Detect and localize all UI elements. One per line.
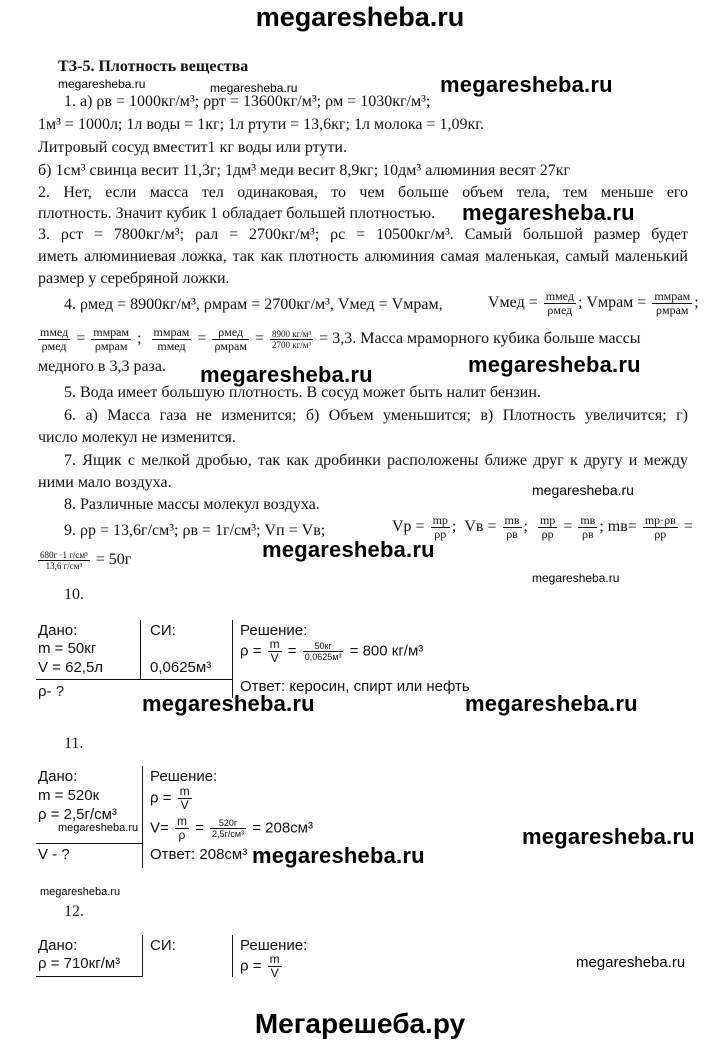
table-divider (36, 843, 142, 844)
watermark: megaresheba.ru (532, 571, 620, 585)
fraction (538, 514, 557, 541)
p9-vp-label: Vр = (392, 518, 425, 536)
watermark: megaresheba.ru (462, 200, 635, 225)
formula-lhs: ρ = (150, 789, 172, 807)
p5-line: 5. Вода имеет большую плотность. В сосуд может быть налит бензин. (64, 384, 541, 401)
p4-line-a: 4. ρмед = 8900кг/м³, ρмрам = 2700кг/м³, Vмед = Vмрам, (64, 296, 443, 313)
p4-vmed-formula: Vмед = $\frac{\text{mмед}}{\text{ρмед}}$ ; Vмрам = $\frac{\text{mмрам}}{\text{ρмрам}}$ ; (488, 289, 699, 317)
p10-result: = 800 кг/м³ (349, 642, 424, 660)
fraction (212, 326, 249, 353)
p10-solution-formula: ρ = $\frac{m}{V}$ = $\frac{50кг}{\text{0,0625м³}}$ = 800 кг/м³ (240, 637, 424, 665)
p4-vmram-label: Vмрам = (586, 294, 647, 312)
p4-ratio-formula: $\frac{\text{mмед}}{\text{ρмед}}$ = $\frac{\text{mмрам}}{\text{ρмрам}}$ ; $\frac{\text{mмрам}}{\text{mмед}}$ = $\frac{\text{ρмед}}{\text{ρмрам}}$ = $\frac{\text{8900 кг/м³}}{\text{2700 кг/м³}}$ = 3,3. Масса мраморного кубика больше массы (40, 325, 641, 353)
p4-ratio-tail: = 3,3. Масса мраморного кубика больше массы (319, 330, 641, 348)
fraction (91, 326, 131, 353)
p10-unknown: ρ- ? (38, 683, 65, 700)
p1-line-a: 1. а) ρв = 1000кг/м³; ρрт = 13600кг/м³; ρм = 1030кг/м³; (64, 93, 431, 110)
p9-mv-label: mв= (607, 518, 637, 536)
fraction (268, 953, 282, 980)
fraction-denominator: ρр (541, 527, 554, 541)
fraction-numerator: ρмед (212, 326, 249, 340)
p10-given-label: Дано: (38, 622, 78, 639)
p11-answer: Ответ: 208см³ (150, 846, 248, 863)
fraction-denominator: ρмрам (94, 339, 128, 353)
fraction-numerator: 8900 кг/м³ (271, 329, 312, 339)
p7-line-b: ними мало воздуха. (38, 474, 172, 491)
site-footer[interactable]: Мегарешеба.ру (254, 1008, 466, 1039)
fraction-numerator: 680г ·1 г/см³ (40, 550, 88, 560)
fraction-numerator: mмед (40, 325, 69, 339)
p1-line-d: б) 1см³ свинца весит 11,3г; 1дм³ меди весит 8,9кг; 10дм³ алюминия весят 27кг (38, 162, 571, 179)
fraction-denominator: ρмрам (214, 339, 247, 353)
fraction (270, 329, 313, 350)
watermark: megaresheba.ru (58, 77, 146, 91)
watermark: megaresheba.ru (200, 362, 373, 387)
p11-given-density: ρ = 2,5г/см³ (38, 806, 117, 823)
p10-si-label: СИ: (150, 622, 176, 639)
fraction-denominator: ρв (582, 527, 594, 541)
fraction-denominator: V (270, 651, 279, 665)
watermark: megaresheba.ru (576, 954, 686, 971)
table-divider (36, 976, 142, 977)
table-divider (140, 620, 141, 680)
fraction-numerator: 50кг (303, 641, 344, 652)
p1-line-b: 1м³ = 1000л; 1л воды = 1кг; 1л ртути = 13,6кг; 1л молока = 1,09кг. (38, 116, 485, 133)
fraction (175, 815, 189, 842)
p10-solution-label: Решение: (240, 622, 308, 639)
p2-line-a: 2. Нет, если масса тел одинаковая, то чем больше объем тела, тем меньше его (38, 184, 688, 201)
p9-line-a: 9. ρр = 13,6г/см³; ρв = 1г/см³; Vп = Vв; (64, 522, 326, 539)
p10-answer: Ответ: керосин, спирт или нефть (240, 678, 470, 695)
fraction-numerator: mр (539, 513, 556, 527)
p3-line-b: иметь алюминиевая ложка, так как плотность алюминия самая маленькая, самый маленький (38, 248, 688, 265)
watermark: megaresheba.ru (522, 824, 695, 849)
p2-line-b: плотность. Значит кубик 1 обладает большей плотностью. (38, 205, 436, 222)
p9-vv-label: Vв = (464, 518, 497, 536)
watermark: megaresheba.ru (262, 537, 435, 562)
p4-line-c: медного в 3,3 раза. (38, 358, 166, 375)
problem-12-number: 12. (64, 903, 84, 920)
p12-given-label: Дано: (38, 937, 78, 954)
table-divider (142, 766, 143, 868)
fraction (578, 514, 597, 541)
fraction-denominator: ρр (654, 527, 667, 541)
watermark: megaresheba.ru (440, 72, 613, 97)
table-divider (232, 935, 233, 977)
p6-line-a: 6. а) Масса газа не изменится; б) Объем уменьшится; в) Плотность увеличится; г) (64, 407, 688, 424)
p11-unknown: V - ? (38, 846, 70, 863)
formula-lhs: ρ = (240, 642, 262, 660)
watermark: megaresheba.ru (465, 691, 638, 716)
fraction-denominator: ρ (178, 828, 186, 842)
problem-10-number: 10. (64, 586, 84, 603)
watermark: megaresheba.ru (532, 482, 634, 498)
p11-given-mass: m = 520к (38, 787, 100, 804)
watermark: megaresheba.ru (142, 691, 315, 716)
fraction-denominator: ρмрам (656, 303, 689, 317)
section-title: ТЗ-5. Плотность вещества (58, 58, 249, 75)
fraction (38, 550, 90, 571)
p9-result: = 50г (95, 551, 132, 569)
problem-11-number: 11. (64, 735, 84, 752)
fraction-denominator: ρв (506, 527, 518, 541)
fraction-denominator: ρр (434, 527, 447, 541)
table-divider (36, 679, 232, 680)
fraction-numerator: mмрам (654, 289, 691, 303)
formula-lhs: ρ = (240, 957, 262, 975)
p3-line-a: 3. ρст = 7800кг/м³; ρал = 2700кг/м³; ρс = 10500кг/м³. Самый большой размер будет (38, 226, 688, 243)
watermark: megaresheba.ru (210, 81, 298, 95)
fraction (38, 326, 70, 353)
fraction-denominator: ρмед (41, 339, 67, 353)
fraction-denominator: 13,6 г/см³ (45, 561, 83, 571)
site-header[interactable]: megaresheba.ru (255, 2, 465, 32)
p4-vmed-label: Vмед = (488, 294, 538, 312)
fraction (652, 290, 692, 317)
fraction-numerator: mмрам (93, 325, 130, 339)
formula-lhs: V= (150, 819, 169, 837)
p10-given-volume: V = 62,5л (38, 659, 104, 676)
p10-si-volume: 0,0625м³ (150, 659, 212, 676)
p7-line-a: 7. Ящик с мелкой дробью, так как дробинки расположены ближе друг к другу и между (64, 452, 688, 469)
watermark: megaresheba.ru (252, 843, 425, 868)
watermark: megaresheba.ru (58, 822, 139, 834)
fraction (268, 638, 282, 665)
fraction-numerator: mмед (545, 289, 574, 303)
fraction (643, 514, 678, 541)
p12-formula (240, 953, 284, 980)
fraction (503, 514, 522, 541)
fraction-denominator: V (270, 966, 279, 980)
p12-si-label: СИ: (150, 937, 176, 954)
p9-result-formula (36, 550, 131, 571)
fraction-numerator: mр·ρв (644, 513, 676, 527)
fraction-denominator: 0,0625м³ (304, 652, 342, 662)
fraction-numerator: m (269, 952, 280, 966)
fraction-numerator: mв (580, 513, 596, 527)
p6-line-b: число молекул не изменится. (38, 429, 236, 446)
fraction-numerator: mв (504, 513, 520, 527)
watermark: megaresheba.ru (40, 886, 121, 898)
p12-solution-label: Решение: (240, 937, 308, 954)
fraction-denominator: 2,5г/см³ (212, 829, 245, 839)
table-divider (142, 935, 143, 977)
p11-given-label: Дано: (38, 768, 78, 785)
fraction-denominator: 2700 кг/м³ (271, 340, 312, 350)
fraction (152, 326, 192, 353)
fraction-numerator: 520г (210, 818, 246, 829)
fraction-numerator: m (176, 814, 187, 828)
watermark: megaresheba.ru (468, 352, 641, 377)
p11-solution-label: Решение: (150, 768, 218, 785)
p8-line: 8. Различные массы молекул воздуха. (64, 496, 320, 513)
p10-given-mass: m = 50кг (38, 640, 97, 657)
fraction (210, 818, 246, 839)
fraction-numerator: mмрам (153, 325, 190, 339)
table-divider (232, 620, 233, 698)
fraction (544, 290, 576, 317)
fraction-denominator: V (180, 798, 189, 812)
p11-volume-formula: V= $\frac{m}{\rho}$ = $\frac{520г}{\text{2,5г/см³}}$ = 208см³ (150, 814, 313, 842)
fraction-numerator: m (179, 784, 190, 798)
p11-result: = 208см³ (252, 819, 313, 837)
fraction (303, 641, 344, 662)
p9-formulas: Vр = $\frac{mр}{\rho р}$ ; Vв = $\frac{mв}{\rho в}$ ; $\frac{mр}{\rho р}$ = $\frac{mв}{\rho в}$ ; mв= $\frac{mр\cdot\rho в}{\rho р}$ = (392, 513, 693, 541)
p1-line-c: Литровый сосуд вместит1 кг воды или ртути. (38, 139, 347, 156)
fraction-denominator: mмед (157, 339, 186, 353)
p3-line-c: размер у серебряной ложки. (38, 270, 230, 287)
fraction (178, 785, 192, 812)
fraction-numerator: m (269, 637, 280, 651)
fraction-numerator: mр (432, 513, 448, 527)
p12-given-density: ρ = 710кг/м³ (38, 955, 121, 972)
p11-formula (150, 785, 194, 812)
fraction-denominator: ρмед (547, 303, 573, 317)
